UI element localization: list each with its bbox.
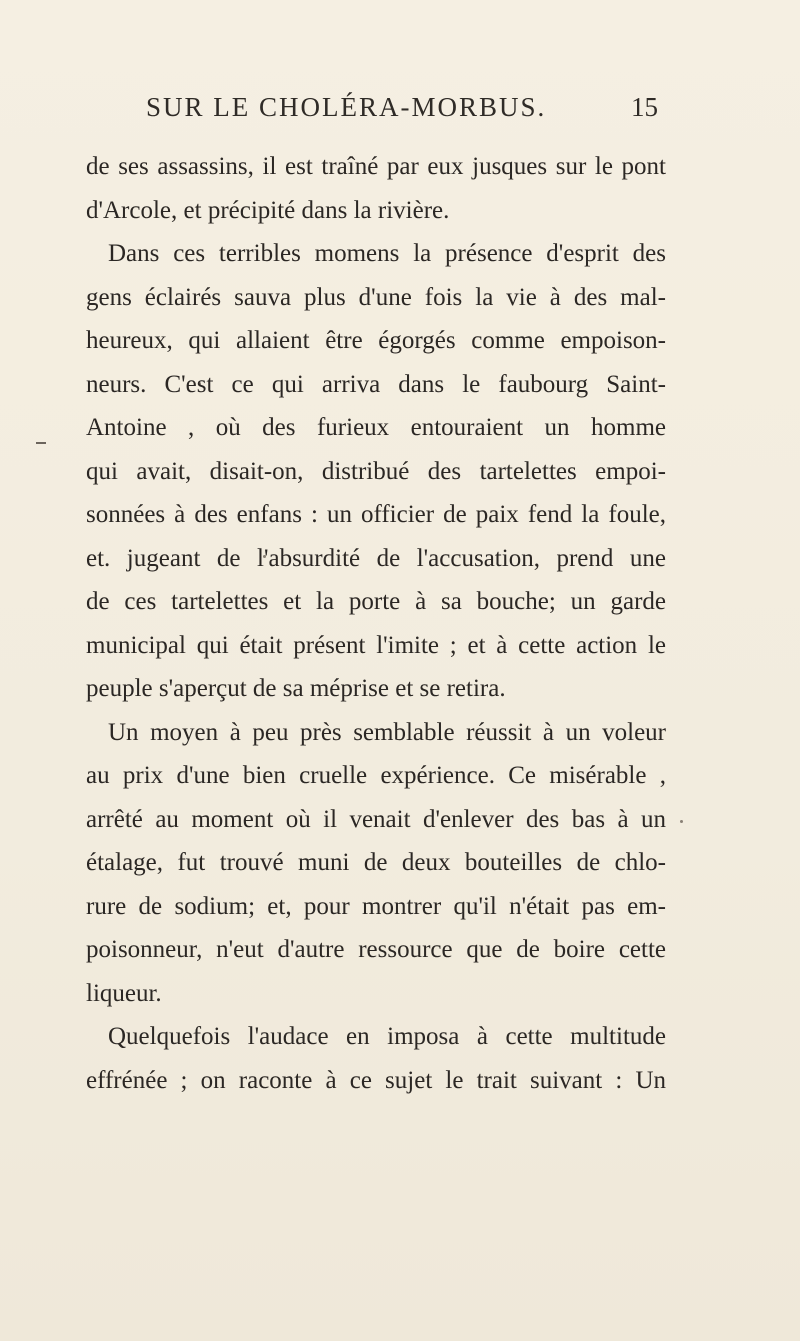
text-line: de ses assassins, il est traîné par eux jusques sur le pont — [86, 153, 666, 180]
text-line: étalage, fut trouvé muni de deux bouteilles de chlo- — [86, 849, 666, 876]
text-line: Dans ces terribles momens la présence d'esprit des — [108, 240, 666, 267]
text-line: rure de sodium; et, pour montrer qu'il n'était pas em- — [86, 892, 666, 920]
text-line: qui avait, disait-on, distribué des tartelettes empoi- — [86, 457, 666, 485]
text-line: d'Arcole, et précipité dans la rivière. — [86, 196, 450, 224]
text-line: Un moyen à peu près semblable réussit à un voleur — [108, 718, 666, 746]
text-line: peuple s'aperçut de sa méprise et se retira. — [86, 675, 506, 702]
margin-mark — [36, 442, 46, 444]
page-number: 15 — [631, 92, 658, 122]
text-line: et. jugeant de l'absurdité de l'accusation, prend une — [86, 544, 666, 572]
body-text — [86, 145, 666, 1102]
text-line: heureux, qui allaient être égorgés comme empoison- — [86, 327, 666, 354]
text-line: neurs. C'est ce qui arriva dans le faubourg Saint- — [86, 370, 666, 398]
text-line: gens éclairés sauva plus d'une fois la vie à des mal- — [86, 283, 666, 311]
text-line: au prix d'une bien cruelle expérience. Ce misérable , — [86, 762, 666, 789]
text-line: de ces tartelettes et la porte à sa bouche; un garde — [86, 588, 666, 615]
text-line: municipal qui était présent l'imite ; et à cette action le — [86, 631, 666, 659]
page-header — [146, 92, 658, 132]
text-line: sonnées à des enfans : un officier de paix fend la foule, — [86, 501, 666, 528]
text-line: Antoine , où des furieux entouraient un homme — [86, 414, 666, 441]
text-line: Quelquefois l'audace en imposa à cette multitude — [108, 1023, 666, 1050]
text-line: effrénée ; on raconte à ce sujet le trait suivant : Un — [86, 1066, 666, 1094]
text-line: liqueur. — [86, 979, 162, 1007]
ink-speck — [680, 820, 683, 823]
text-line: arrêté au moment où il venait d'enlever des bas à un — [86, 805, 666, 833]
running-head: SUR LE CHOLÉRA-MORBUS. — [146, 92, 547, 122]
text-line: poisonneur, n'eut d'autre ressource que de boire cette — [86, 936, 666, 963]
